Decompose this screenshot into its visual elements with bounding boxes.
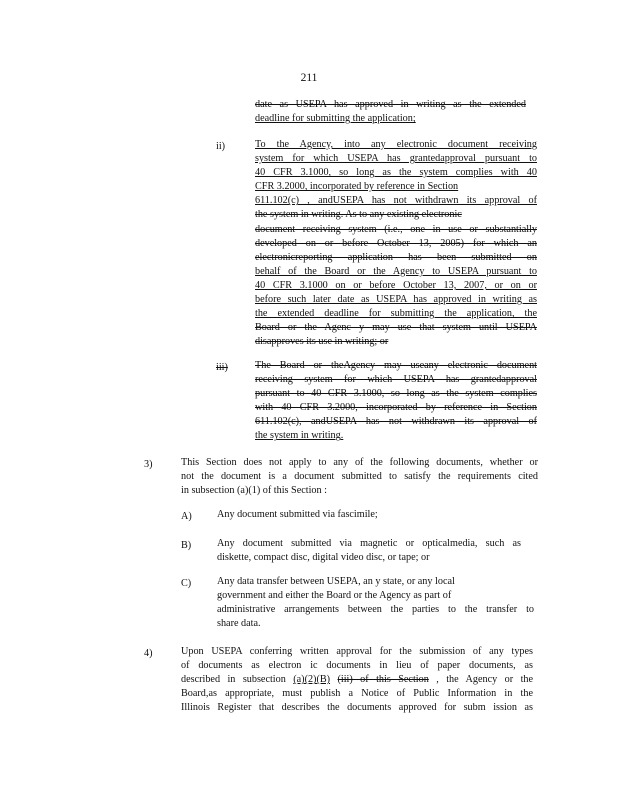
text-segment: , the Agency or the [428, 674, 533, 686]
item-B-paragraph [217, 537, 521, 565]
item-3-label: 3) [144, 459, 153, 470]
text-segment: (a)(2)(B) [293, 674, 331, 686]
text-segment: Upon USEPA conferring written approval for the submission of any types [181, 646, 533, 657]
item-B-label: B) [181, 540, 192, 551]
text-line: CFR 3.2000, incorporated by reference in Section [255, 181, 459, 193]
text-line: 40 CFR 3.1000 on or before October 13, 2007, or on or [255, 279, 537, 291]
text-line: This Section does not apply to any of the following documents, whether or [181, 457, 538, 468]
text-line: system for which USEPA has grantedapproval pursuant to [255, 153, 537, 165]
item-iii-paragraph [255, 359, 537, 444]
text-line: 40 CFR 3.1000, so long as the system complies with 40 [255, 167, 537, 179]
text-line: receiving system for which USEPA has grantedapproval [255, 374, 537, 386]
text-line: The Board or theAgency may useany electronic document [255, 360, 537, 371]
text-segment: Illinois Register that describes the documents approved for subm ission as [181, 702, 533, 714]
text-segment: described in subsection [181, 674, 294, 686]
text-line: disapproves its use in writing; or [255, 336, 389, 348]
text-line: in subsection (a)(1) of this Section : [181, 485, 327, 497]
text-line [181, 673, 533, 687]
text-line: 611.102(c) , andUSEPA has not withdrawn its approval of [255, 195, 537, 207]
text-line: the system in writing. [255, 430, 344, 442]
text-line: Any document submitted via magnetic or opticalmedia, such as [217, 538, 521, 549]
text-line [181, 701, 533, 715]
item-C-label: C) [181, 578, 192, 589]
text-line: the extended deadline for submitting the application, the [255, 308, 537, 320]
item-ii-label: ii) [216, 141, 226, 152]
continuation-paragraph [255, 98, 526, 126]
text-line: date as USEPA has approved in writing as the extended [255, 99, 526, 110]
item-A-label: A) [181, 511, 192, 522]
page-number: 211 [300, 72, 318, 84]
item-A-paragraph [217, 508, 527, 522]
item-4-paragraph [181, 645, 533, 715]
text-line: document receiving system (i.e., one in use or substantially [255, 223, 537, 235]
item-4-label: 4) [144, 648, 153, 659]
text-line: deadline for submitting the application; [255, 113, 416, 125]
text-line: administrative arrangements between the parties to the transfer to [217, 604, 534, 616]
text-line: electronicreporting application has been submitted on [255, 251, 537, 263]
item-ii-paragraph [255, 138, 537, 349]
text-segment: of documents as electron ic documents in lieu of paper documents, as [181, 660, 533, 672]
text-line: behalf of the Board or the Agency to USEPA pursuant to [255, 265, 537, 277]
text-line: government and either the Board or the Agency as part of [217, 590, 452, 602]
item-3-paragraph [181, 456, 538, 498]
text-line: before such later date as USEPA has approved in writing as [255, 294, 537, 306]
text-line: not the document is a document submitted to satisfy the requirements cited [181, 471, 538, 483]
text-line [181, 687, 533, 701]
text-line: Any data transfer between USEPA, an y state, or any local [217, 576, 455, 587]
item-iii-label: iii) [216, 362, 228, 373]
text-line: To the Agency, into any electronic document receiving [255, 139, 537, 150]
item-C-paragraph [217, 575, 534, 631]
text-line: with 40 CFR 3.2000, incorporated by reference in Section [255, 402, 537, 414]
text-line [181, 659, 533, 673]
text-line: Any document submitted via fascimile; [217, 509, 378, 520]
text-line: pursuant to 40 CFR 3.1000, so long as the system complies [255, 388, 537, 400]
text-line: developed on or before October 13, 2005) for which an [255, 237, 537, 249]
text-line: 611.102(c), andUSEPA has not withdrawn its approval of [255, 416, 537, 428]
text-segment: (iii) of this Section [337, 674, 429, 686]
text-line: diskette, compact disc, digital video disc, or tape; or [217, 552, 430, 564]
text-line: Board or the Agenc y may use that system until USEPA [255, 322, 537, 334]
text-line [181, 645, 533, 659]
text-line: the system in writing. As to any existing electronic [255, 209, 462, 221]
text-segment: Board,as appropriate, must publish a Notice of Public Information in the [181, 688, 533, 700]
text-line: share data. [217, 618, 261, 630]
